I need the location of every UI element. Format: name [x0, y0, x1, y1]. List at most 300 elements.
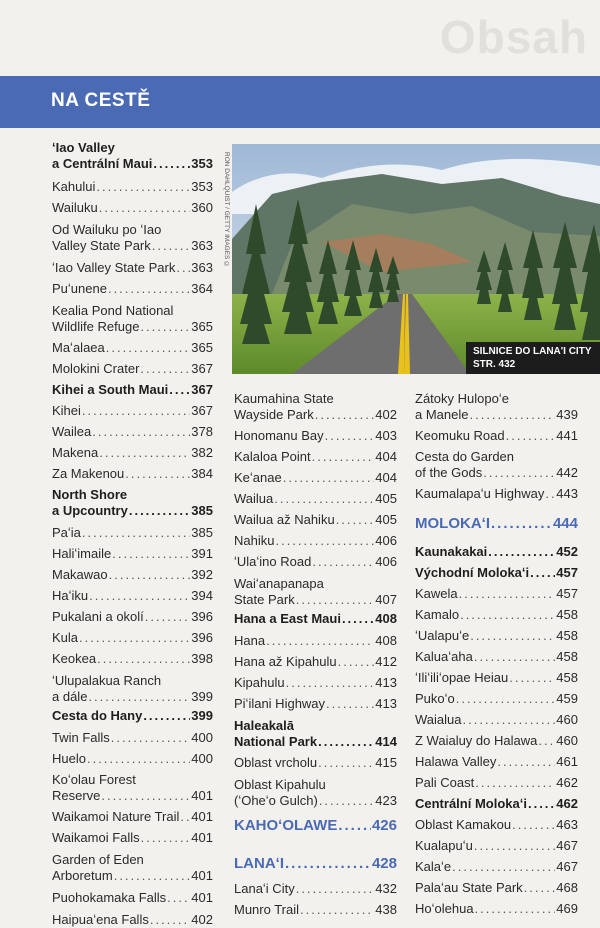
toc-entry-title: Cesta do Garden — [415, 449, 515, 464]
toc-entry — [234, 675, 397, 691]
toc-entry-title: Molokini Crater — [52, 361, 140, 376]
toc-page-number: 452 — [556, 544, 578, 559]
toc-entry-title: Kaumalapaʻu Highway — [415, 486, 545, 501]
toc-entry-title: Kihei — [52, 403, 81, 418]
toc-page-number: 401 — [191, 868, 213, 883]
toc-section-heading — [52, 156, 213, 172]
toc-page-number: 443 — [556, 486, 578, 501]
toc-entry — [52, 281, 213, 297]
toc-entry — [415, 775, 578, 791]
toc-dot-leader — [475, 901, 556, 917]
toc-dot-leader — [141, 830, 191, 846]
toc-page-number: 403 — [375, 428, 397, 443]
toc-page-number: 457 — [556, 586, 578, 601]
toc-entry — [52, 424, 213, 440]
toc-entry-title: Kamalo — [415, 607, 460, 622]
toc-dot-leader — [338, 654, 375, 670]
toc-entry-title: Oblast Kamakou — [415, 817, 512, 832]
toc-entry — [234, 755, 397, 771]
toc-page-number: 401 — [191, 788, 213, 803]
toc-entry — [52, 890, 213, 906]
toc-entry — [234, 654, 397, 670]
toc-page-number: 365 — [191, 340, 213, 355]
toc-region-heading — [234, 856, 397, 872]
toc-dot-leader — [167, 890, 190, 906]
toc-page-number: 439 — [556, 407, 578, 422]
toc-page-number: 363 — [191, 260, 213, 275]
toc-entry — [52, 303, 213, 319]
toc-entry — [234, 576, 397, 592]
toc-dot-leader — [112, 546, 190, 562]
toc-section-heading — [415, 796, 578, 812]
toc-entry — [415, 428, 578, 444]
toc-dot-leader — [300, 902, 374, 918]
toc-entry-title: Puʻunene — [52, 281, 107, 296]
toc-page-number: 412 — [375, 654, 397, 669]
toc-entry — [234, 554, 397, 570]
toc-dot-leader — [275, 533, 374, 549]
toc-dot-leader — [524, 880, 556, 896]
toc-entry — [52, 466, 213, 482]
toc-entry — [52, 751, 213, 767]
toc-column-3 — [415, 386, 578, 926]
toc-page-number: 462 — [556, 796, 578, 811]
toc-entry-title: Kula — [52, 630, 79, 645]
toc-dot-leader — [296, 881, 375, 897]
toc-dot-leader — [483, 465, 555, 481]
toc-dot-leader — [82, 403, 190, 419]
toc-entry-title: Haliʻimaile — [52, 546, 112, 561]
toc-page-number: 460 — [556, 712, 578, 727]
toc-entry-title: Hana a East Maui — [234, 611, 341, 626]
toc-entry — [52, 609, 213, 625]
toc-page-number: 394 — [191, 588, 213, 603]
toc-entry — [52, 788, 213, 804]
toc-dot-leader — [99, 445, 190, 461]
toc-entry-title: Waiʻanapanapa — [234, 576, 324, 591]
toc-page-number: 405 — [375, 491, 397, 506]
toc-page-number: 400 — [191, 730, 213, 745]
toc-page-number: 438 — [375, 902, 397, 917]
toc-entry — [52, 200, 213, 216]
toc-dot-leader — [319, 793, 374, 809]
toc-dot-leader — [153, 156, 190, 172]
toc-entry-title: Z Waialuy do Halawa — [415, 733, 538, 748]
toc-entry-title: Haʻiku — [52, 588, 89, 603]
toc-dot-leader — [96, 179, 190, 195]
toc-entry — [52, 525, 213, 541]
toc-entry-title: a dále — [52, 689, 88, 704]
toc-page-number: 367 — [191, 403, 213, 418]
toc-page-number: 401 — [191, 890, 213, 905]
toc-entry-title: Palaʻau State Park — [415, 880, 523, 895]
toc-dot-leader — [169, 382, 190, 398]
toc-page-number: 415 — [375, 755, 397, 770]
toc-entry — [234, 533, 397, 549]
toc-page-number: 406 — [375, 533, 397, 548]
toc-entry-title: Munro Trail — [234, 902, 300, 917]
toc-entry — [52, 730, 213, 746]
toc-entry — [52, 340, 213, 356]
toc-entry — [52, 179, 213, 195]
toc-page-number: 458 — [556, 649, 578, 664]
toc-entry — [415, 670, 578, 686]
toc-entry-title: State Park — [234, 592, 295, 607]
toc-entry — [415, 407, 578, 423]
toc-entry-title: LANAʻI — [234, 855, 284, 872]
toc-column-1 — [52, 140, 213, 926]
photo-credit: RON DAHLQUIST / GETTY IMAGES © — [223, 152, 230, 269]
toc-dot-leader — [140, 361, 190, 377]
toc-entry — [234, 881, 397, 897]
toc-dot-leader — [469, 407, 555, 423]
toc-section-heading — [234, 611, 397, 627]
toc-entry-title: MOLOKAʻI — [415, 515, 490, 532]
toc-dot-leader — [491, 516, 552, 532]
toc-entry-title: Waikamoi Nature Trail — [52, 809, 180, 824]
toc-entry — [415, 901, 578, 917]
toc-page-number: 392 — [191, 567, 213, 582]
toc-dot-leader — [315, 407, 375, 423]
toc-entry — [234, 592, 397, 608]
toc-entry-title: Kipahulu — [234, 675, 285, 690]
toc-page-number: 384 — [191, 466, 213, 481]
toc-entry-title: a Centrální Maui — [52, 156, 153, 171]
toc-page-number: 363 — [191, 238, 213, 253]
toc-entry-title: Valley State Park — [52, 238, 151, 253]
toc-entry-title: Pali Coast — [415, 775, 475, 790]
toc-entry-title: Kaluaʻaha — [415, 649, 473, 664]
toc-page-number: 396 — [191, 609, 213, 624]
toc-entry-title: Makena — [52, 445, 99, 460]
toc-entry — [415, 449, 578, 465]
toc-dot-leader — [456, 691, 556, 707]
toc-page-number: 432 — [375, 881, 397, 896]
toc-entry-title: Centrální Molokaʻi — [415, 796, 527, 811]
toc-entry-title: Wayside Park — [234, 407, 314, 422]
toc-page-number: 400 — [191, 751, 213, 766]
toc-entry — [52, 689, 213, 705]
toc-page-number: 365 — [191, 319, 213, 334]
toc-dot-leader — [274, 491, 374, 507]
toc-dot-leader — [143, 708, 190, 724]
toc-entry — [234, 428, 397, 444]
toc-entry — [52, 830, 213, 846]
toc-dot-leader — [129, 503, 190, 519]
toc-page-number: 467 — [556, 838, 578, 853]
toc-entry — [234, 391, 397, 407]
toc-dot-leader — [92, 424, 190, 440]
toc-page-number: 413 — [375, 696, 397, 711]
toc-dot-leader — [342, 611, 374, 627]
toc-page-number: 367 — [191, 361, 213, 376]
toc-entry — [234, 777, 397, 793]
toc-entry-title: Kaunakakai — [415, 544, 488, 559]
toc-entry-title: Zátoky Hulopoʻe — [415, 391, 509, 406]
toc-dot-leader — [89, 588, 190, 604]
photo-caption — [466, 342, 600, 374]
toc-dot-leader — [474, 649, 555, 665]
toc-dot-leader — [140, 319, 190, 335]
toc-dot-leader — [266, 633, 374, 649]
toc-entry — [52, 852, 213, 868]
toc-page-number: 385 — [191, 525, 213, 540]
toc-page-number: 458 — [556, 670, 578, 685]
toc-entry — [415, 880, 578, 896]
toc-entry-title: Hana — [234, 633, 266, 648]
toc-page-number: 459 — [556, 691, 578, 706]
toc-page-number: 468 — [556, 880, 578, 895]
toc-entry-title: KAHOʻOLAWE — [234, 817, 338, 834]
toc-entry — [415, 586, 578, 602]
toc-dot-leader — [109, 567, 191, 583]
toc-page-number: 353 — [191, 179, 213, 194]
toc-dot-leader — [545, 486, 555, 502]
toc-page-number: 457 — [556, 565, 578, 580]
toc-page-number: 353 — [191, 156, 213, 171]
toc-dot-leader — [152, 238, 191, 254]
toc-dot-leader — [497, 754, 555, 770]
toc-section-heading — [415, 544, 578, 560]
toc-entry-title: Arboretum — [52, 868, 113, 883]
toc-entry-title: North Shore — [52, 487, 128, 502]
toc-page-number: 458 — [556, 607, 578, 622]
road-photo-image — [232, 144, 600, 374]
toc-entry-title: Východní Molokaʻi — [415, 565, 530, 580]
toc-entry — [415, 465, 578, 481]
toc-entry — [415, 712, 578, 728]
toc-dot-leader — [176, 260, 190, 276]
toc-entry-title: ʻUlupalakua Ranch — [52, 673, 162, 688]
toc-entry — [52, 403, 213, 419]
toc-entry — [415, 817, 578, 833]
toc-dot-leader — [101, 788, 190, 804]
toc-dot-leader — [318, 755, 374, 771]
toc-page-number: 444 — [552, 515, 578, 532]
toc-entry-title: Oblast vrcholu — [234, 755, 318, 770]
toc-entry — [52, 772, 213, 788]
toc-entry — [415, 607, 578, 623]
toc-entry — [415, 859, 578, 875]
toc-entry — [234, 793, 397, 809]
toc-page-number: 423 — [375, 793, 397, 808]
toc-entry-title: Paʻia — [52, 525, 81, 540]
toc-entry — [52, 809, 213, 825]
toc-entry — [52, 319, 213, 335]
toc-entry-title: ʻIao Valley — [52, 140, 115, 155]
toc-dot-leader — [312, 554, 374, 570]
toc-page-number: 458 — [556, 628, 578, 643]
toc-entry-title: Kalaʻe — [415, 859, 452, 874]
toc-entry-title: ʻIao Valley State Park — [52, 260, 176, 275]
toc-entry-title: ʻIliʻiliʻopae Heiau — [415, 670, 509, 685]
toc-entry-title: Kualapuʻu — [415, 838, 473, 853]
section-title: NA CESTĚ — [51, 90, 151, 111]
toc-page-number: 442 — [556, 465, 578, 480]
toc-entry-title: Od Wailuku po ʻIao — [52, 222, 162, 237]
toc-entry — [415, 649, 578, 665]
toc-entry-title: Pukalani a okolí — [52, 609, 144, 624]
toc-entry-title: Hana až Kipahulu — [234, 654, 337, 669]
toc-entry — [52, 260, 213, 276]
toc-entry-title: Pukoʻo — [415, 691, 455, 706]
toc-entry-title: (ʻOheʻo Gulch) — [234, 793, 318, 808]
toc-page-number: 399 — [191, 689, 213, 704]
toc-dot-leader — [82, 525, 190, 541]
road-photo — [232, 144, 600, 374]
toc-entry-title: Kealia Pond National — [52, 303, 174, 318]
toc-entry-title: Piʻilani Highway — [234, 696, 326, 711]
toc-dot-leader — [460, 607, 555, 623]
toc-region-heading — [234, 818, 397, 834]
toc-page-number: 385 — [191, 503, 213, 518]
toc-entry — [234, 512, 397, 528]
toc-dot-leader — [474, 838, 555, 854]
toc-column-2 — [234, 386, 397, 926]
toc-page-number: 408 — [375, 633, 397, 648]
toc-entry — [52, 567, 213, 583]
toc-dot-leader — [528, 796, 555, 812]
toc-section-heading — [52, 487, 213, 503]
toc-entry-title: ʻUalapuʻe — [415, 628, 470, 643]
toc-entry — [415, 628, 578, 644]
toc-dot-leader — [99, 200, 191, 216]
toc-page-number: 469 — [556, 901, 578, 916]
toc-dot-leader — [512, 817, 555, 833]
toc-entry — [52, 238, 213, 254]
toc-region-heading — [415, 516, 578, 532]
toc-page-number: 402 — [191, 912, 213, 927]
toc-section-heading — [52, 382, 213, 398]
toc-page-number: 396 — [191, 630, 213, 645]
toc-entry — [234, 633, 397, 649]
toc-entry-title: Hoʻolehua — [415, 901, 474, 916]
toc-dot-leader — [125, 466, 190, 482]
toc-entry-title: Wailuku — [52, 200, 98, 215]
toc-page-number: 428 — [371, 855, 397, 872]
toc-page-number: 401 — [191, 809, 213, 824]
toc-page-number: 382 — [191, 445, 213, 460]
toc-dot-leader — [108, 281, 190, 297]
toc-entry-title: Waialua — [415, 712, 462, 727]
toc-entry — [234, 491, 397, 507]
toc-dot-leader — [538, 733, 555, 749]
toc-entry — [52, 222, 213, 238]
toc-page-number: 405 — [375, 512, 397, 527]
toc-entry-title: Honomanu Bay — [234, 428, 324, 443]
toc-entry — [415, 754, 578, 770]
toc-page-number: 360 — [191, 200, 213, 215]
toc-entry-title: National Park — [234, 734, 318, 749]
toc-entry-title: Reserve — [52, 788, 101, 803]
toc-entry-title: Kawela — [415, 586, 458, 601]
toc-page-number: 462 — [556, 775, 578, 790]
toc-entry — [52, 546, 213, 562]
toc-page-number: 399 — [191, 708, 213, 723]
toc-entry-title: Wailea — [52, 424, 92, 439]
toc-section-heading — [234, 718, 397, 734]
toc-dot-leader — [111, 730, 191, 746]
toc-dot-leader — [338, 818, 371, 834]
toc-entry-title: Makawao — [52, 567, 108, 582]
toc-dot-leader — [296, 592, 375, 608]
toc-section-heading — [52, 140, 213, 156]
toc-entry-title: Nahiku — [234, 533, 275, 548]
toc-dot-leader — [462, 712, 555, 728]
toc-entry-title: Haleakalā — [234, 718, 294, 733]
toc-page-number: 398 — [191, 651, 213, 666]
toc-dot-leader — [283, 470, 375, 486]
toc-entry-title: Kihei a South Maui — [52, 382, 169, 397]
toc-dot-leader — [470, 628, 555, 644]
toc-page-number: 460 — [556, 733, 578, 748]
toc-entry — [415, 691, 578, 707]
toc-page-number: 404 — [375, 470, 397, 485]
toc-dot-leader — [286, 675, 375, 691]
toc-entry-title: Huelo — [52, 751, 86, 766]
toc-dot-leader — [509, 670, 555, 686]
toc-dot-leader — [318, 734, 374, 750]
toc-entry-title: Puohokamaka Falls — [52, 890, 167, 905]
toc-entry — [52, 630, 213, 646]
toc-dot-leader — [88, 689, 190, 705]
toc-entry-title: Kalaloa Point — [234, 449, 311, 464]
toc-page-number: 461 — [556, 754, 578, 769]
toc-entry-title: Keomuku Road — [415, 428, 505, 443]
toc-entry-title: Waikamoi Falls — [52, 830, 140, 845]
toc-entry-title: Twin Falls — [52, 730, 110, 745]
toc-entry-title: Lanaʻi City — [234, 881, 295, 896]
toc-dot-leader — [506, 428, 556, 444]
toc-page-number: 402 — [375, 407, 397, 422]
toc-page-number: 391 — [191, 546, 213, 561]
toc-entry — [52, 673, 213, 689]
toc-page-number: 467 — [556, 859, 578, 874]
toc-dot-leader — [114, 868, 191, 884]
toc-entry-title: Garden of Eden — [52, 852, 144, 867]
toc-dot-leader — [106, 340, 191, 356]
toc-page-number: 407 — [375, 592, 397, 607]
toc-entry — [234, 696, 397, 712]
toc-entry — [234, 449, 397, 465]
toc-entry-title: Wailua — [234, 491, 274, 506]
caption-line-1: SILNICE DO LANA'I CITY — [473, 346, 592, 357]
toc-entry — [415, 391, 578, 407]
toc-page-number: 441 — [556, 428, 578, 443]
toc-entry-title: Koʻolau Forest — [52, 772, 136, 787]
toc-entry — [234, 902, 397, 918]
caption-line-2: STR. 432 — [473, 359, 516, 370]
toc-entry — [52, 445, 213, 461]
toc-page-number: 426 — [371, 817, 397, 834]
toc-entry-title: Za Makenou — [52, 466, 125, 481]
toc-page-number: 408 — [375, 611, 397, 626]
toc-entry — [415, 838, 578, 854]
toc-entry — [415, 486, 578, 502]
toc-dot-leader — [530, 565, 555, 581]
toc-entry-title: Wailua až Nahiku — [234, 512, 335, 527]
toc-page-number: 404 — [375, 449, 397, 464]
toc-section-heading — [52, 708, 213, 724]
toc-entry — [52, 588, 213, 604]
toc-entry-title: a Manele — [415, 407, 469, 422]
toc-page-number: 401 — [191, 830, 213, 845]
toc-page-number: 406 — [375, 554, 397, 569]
toc-entry-title: ʻUlaʻino Road — [234, 554, 312, 569]
toc-page-number: 378 — [191, 424, 213, 439]
toc-dot-leader — [452, 859, 555, 875]
toc-section-heading — [52, 503, 213, 519]
